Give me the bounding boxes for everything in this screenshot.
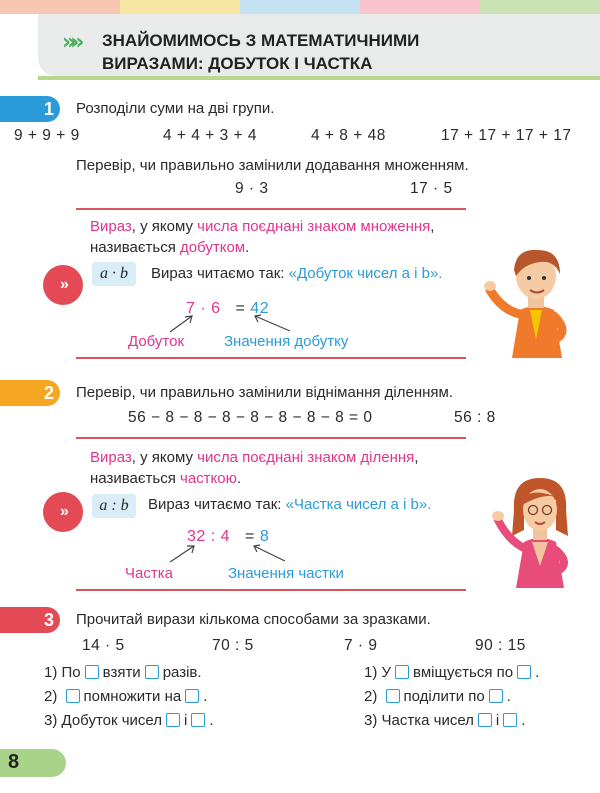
answer-box[interactable]	[517, 665, 531, 679]
title-line-1: ЗНАЙОМИМОСЬ З МАТЕМАТИЧНИМИ	[102, 31, 420, 50]
item-number: 1)	[364, 664, 378, 681]
divider-rule	[76, 589, 466, 591]
item-text: і	[184, 712, 188, 729]
item-text: Добуток чисел	[61, 712, 163, 729]
item-text: разів.	[162, 664, 202, 681]
sum-expression: 4 + 8 + 48	[311, 127, 386, 144]
factor-a: 7	[186, 300, 196, 317]
item-text: .	[209, 712, 214, 729]
sum-expression: 4 + 4 + 3 + 4	[163, 127, 257, 144]
item-text: і	[495, 712, 500, 729]
definition-text: називається	[90, 239, 180, 256]
division-expression: 56 : 8	[454, 409, 496, 426]
fill-line	[44, 664, 202, 681]
item-text: .	[521, 712, 526, 729]
definition-text: називається	[90, 470, 180, 487]
exercise-expression: 14 · 5	[82, 637, 125, 654]
answer-box[interactable]	[489, 689, 503, 703]
item-text: По	[61, 664, 81, 681]
exercise-expression: 7 · 9	[344, 637, 378, 654]
answer-box[interactable]	[503, 713, 517, 727]
divider-rule	[76, 357, 466, 359]
definition-highlight: числа поєднані знаком множення	[197, 218, 431, 235]
item-number: 3)	[364, 712, 378, 729]
task-number-tab	[0, 607, 60, 633]
answer-box[interactable]	[145, 665, 159, 679]
formula-chip	[92, 494, 136, 518]
task2-instruction: Перевір, чи правильно замінили віднімання діленням.	[76, 384, 454, 401]
dividend: 32	[187, 528, 206, 545]
result-value: 8	[259, 528, 270, 545]
label-quotient-value: Значення частки	[228, 565, 344, 582]
exercise-expression: 70 : 5	[212, 637, 254, 654]
task1-instruction: Розподіли суми на дві групи.	[76, 100, 275, 117]
term-product: добутком	[180, 239, 246, 256]
definition-text: , у якому	[131, 449, 198, 466]
item-text: У	[381, 664, 392, 681]
item-text: взяти	[102, 664, 141, 681]
item-number: 2)	[364, 688, 378, 705]
divider-rule	[76, 437, 466, 439]
task1-check-text: Перевір, чи правильно замінили додавання множенням.	[76, 157, 469, 174]
equals-sign: =	[235, 300, 246, 317]
term-expression: Вираз	[90, 449, 132, 466]
reading-text: Вираз читаємо так:	[151, 265, 289, 282]
sum-expression: 9 + 9 + 9	[14, 127, 80, 144]
example-quotient	[187, 528, 269, 546]
definition-text: , у якому	[131, 218, 198, 235]
answer-box[interactable]	[166, 713, 180, 727]
item-number: 3)	[44, 712, 58, 729]
answer-box[interactable]	[386, 689, 400, 703]
product-expression: 9 · 3	[235, 180, 269, 197]
task-number: 2	[43, 382, 54, 403]
double-chevron-icon: »»	[62, 30, 79, 55]
fill-line	[364, 688, 511, 705]
formula-chip-text: a · b	[100, 265, 128, 282]
subtraction-expression: 56 − 8 − 8 − 8 − 8 − 8 − 8 − 8 = 0	[128, 409, 373, 426]
term-quotient: часткою	[180, 470, 237, 487]
task-number: 3	[43, 609, 54, 630]
operator: :	[210, 528, 216, 545]
result-value: 42	[250, 300, 270, 317]
answer-box[interactable]	[191, 713, 205, 727]
task-number: 1	[43, 98, 54, 119]
boy-illustration	[484, 240, 590, 358]
reading-quote: «Частка чисел a і b».	[285, 496, 432, 513]
fill-line	[364, 712, 525, 729]
item-text: помножити на	[83, 688, 182, 705]
page-number: 8	[8, 751, 20, 773]
definition-text: .	[236, 470, 242, 487]
product-expression: 17 · 5	[410, 180, 453, 197]
definition-quotient	[90, 447, 418, 489]
task-number-tab	[0, 380, 60, 406]
answer-box[interactable]	[85, 665, 99, 679]
sum-expression: 17 + 17 + 17 + 17	[441, 127, 572, 144]
fill-line	[44, 688, 207, 705]
item-text: Частка чисел	[381, 712, 474, 729]
item-text: вміщується по	[413, 664, 514, 681]
factor-b: 6	[211, 300, 221, 317]
definition-text: .	[245, 239, 250, 256]
label-product-value: Значення добутку	[224, 333, 349, 350]
item-text: поділити по	[403, 688, 485, 705]
rule-chevron-icon: »	[43, 492, 83, 532]
definition-highlight: числа поєднані знаком ділення	[197, 449, 415, 466]
equals-sign: =	[245, 528, 255, 545]
operator: ·	[200, 300, 207, 317]
item-text: .	[535, 664, 540, 681]
reading-quote: «Добуток чисел a і b».	[288, 265, 443, 282]
answer-box[interactable]	[478, 713, 492, 727]
girl-illustration	[490, 470, 590, 588]
reading-text: Вираз читаємо так:	[148, 496, 286, 513]
label-quotient: Частка	[125, 565, 173, 582]
answer-box[interactable]	[395, 665, 409, 679]
fill-line	[364, 664, 539, 681]
task3-instruction: Прочитай вирази кількома способами за зразками.	[76, 611, 431, 628]
term-expression: Вираз	[90, 218, 132, 235]
title-line-2: ВИРАЗАМИ: ДОБУТОК І ЧАСТКА	[102, 54, 373, 73]
exercise-expression: 90 : 15	[475, 637, 526, 654]
answer-box[interactable]	[66, 689, 80, 703]
item-number: 1)	[44, 664, 58, 681]
definition-text: ,	[430, 218, 435, 235]
rule-chevron-icon: »	[43, 265, 83, 305]
label-product: Добуток	[128, 333, 185, 350]
item-text: .	[506, 688, 511, 705]
item-number: 2)	[44, 688, 58, 705]
item-text: .	[203, 688, 208, 705]
fill-line	[44, 712, 214, 729]
formula-chip-text: a : b	[99, 497, 129, 514]
definition-text: ,	[414, 449, 419, 466]
reading-rule	[148, 496, 431, 513]
divisor: 4	[220, 528, 231, 545]
answer-box[interactable]	[185, 689, 199, 703]
